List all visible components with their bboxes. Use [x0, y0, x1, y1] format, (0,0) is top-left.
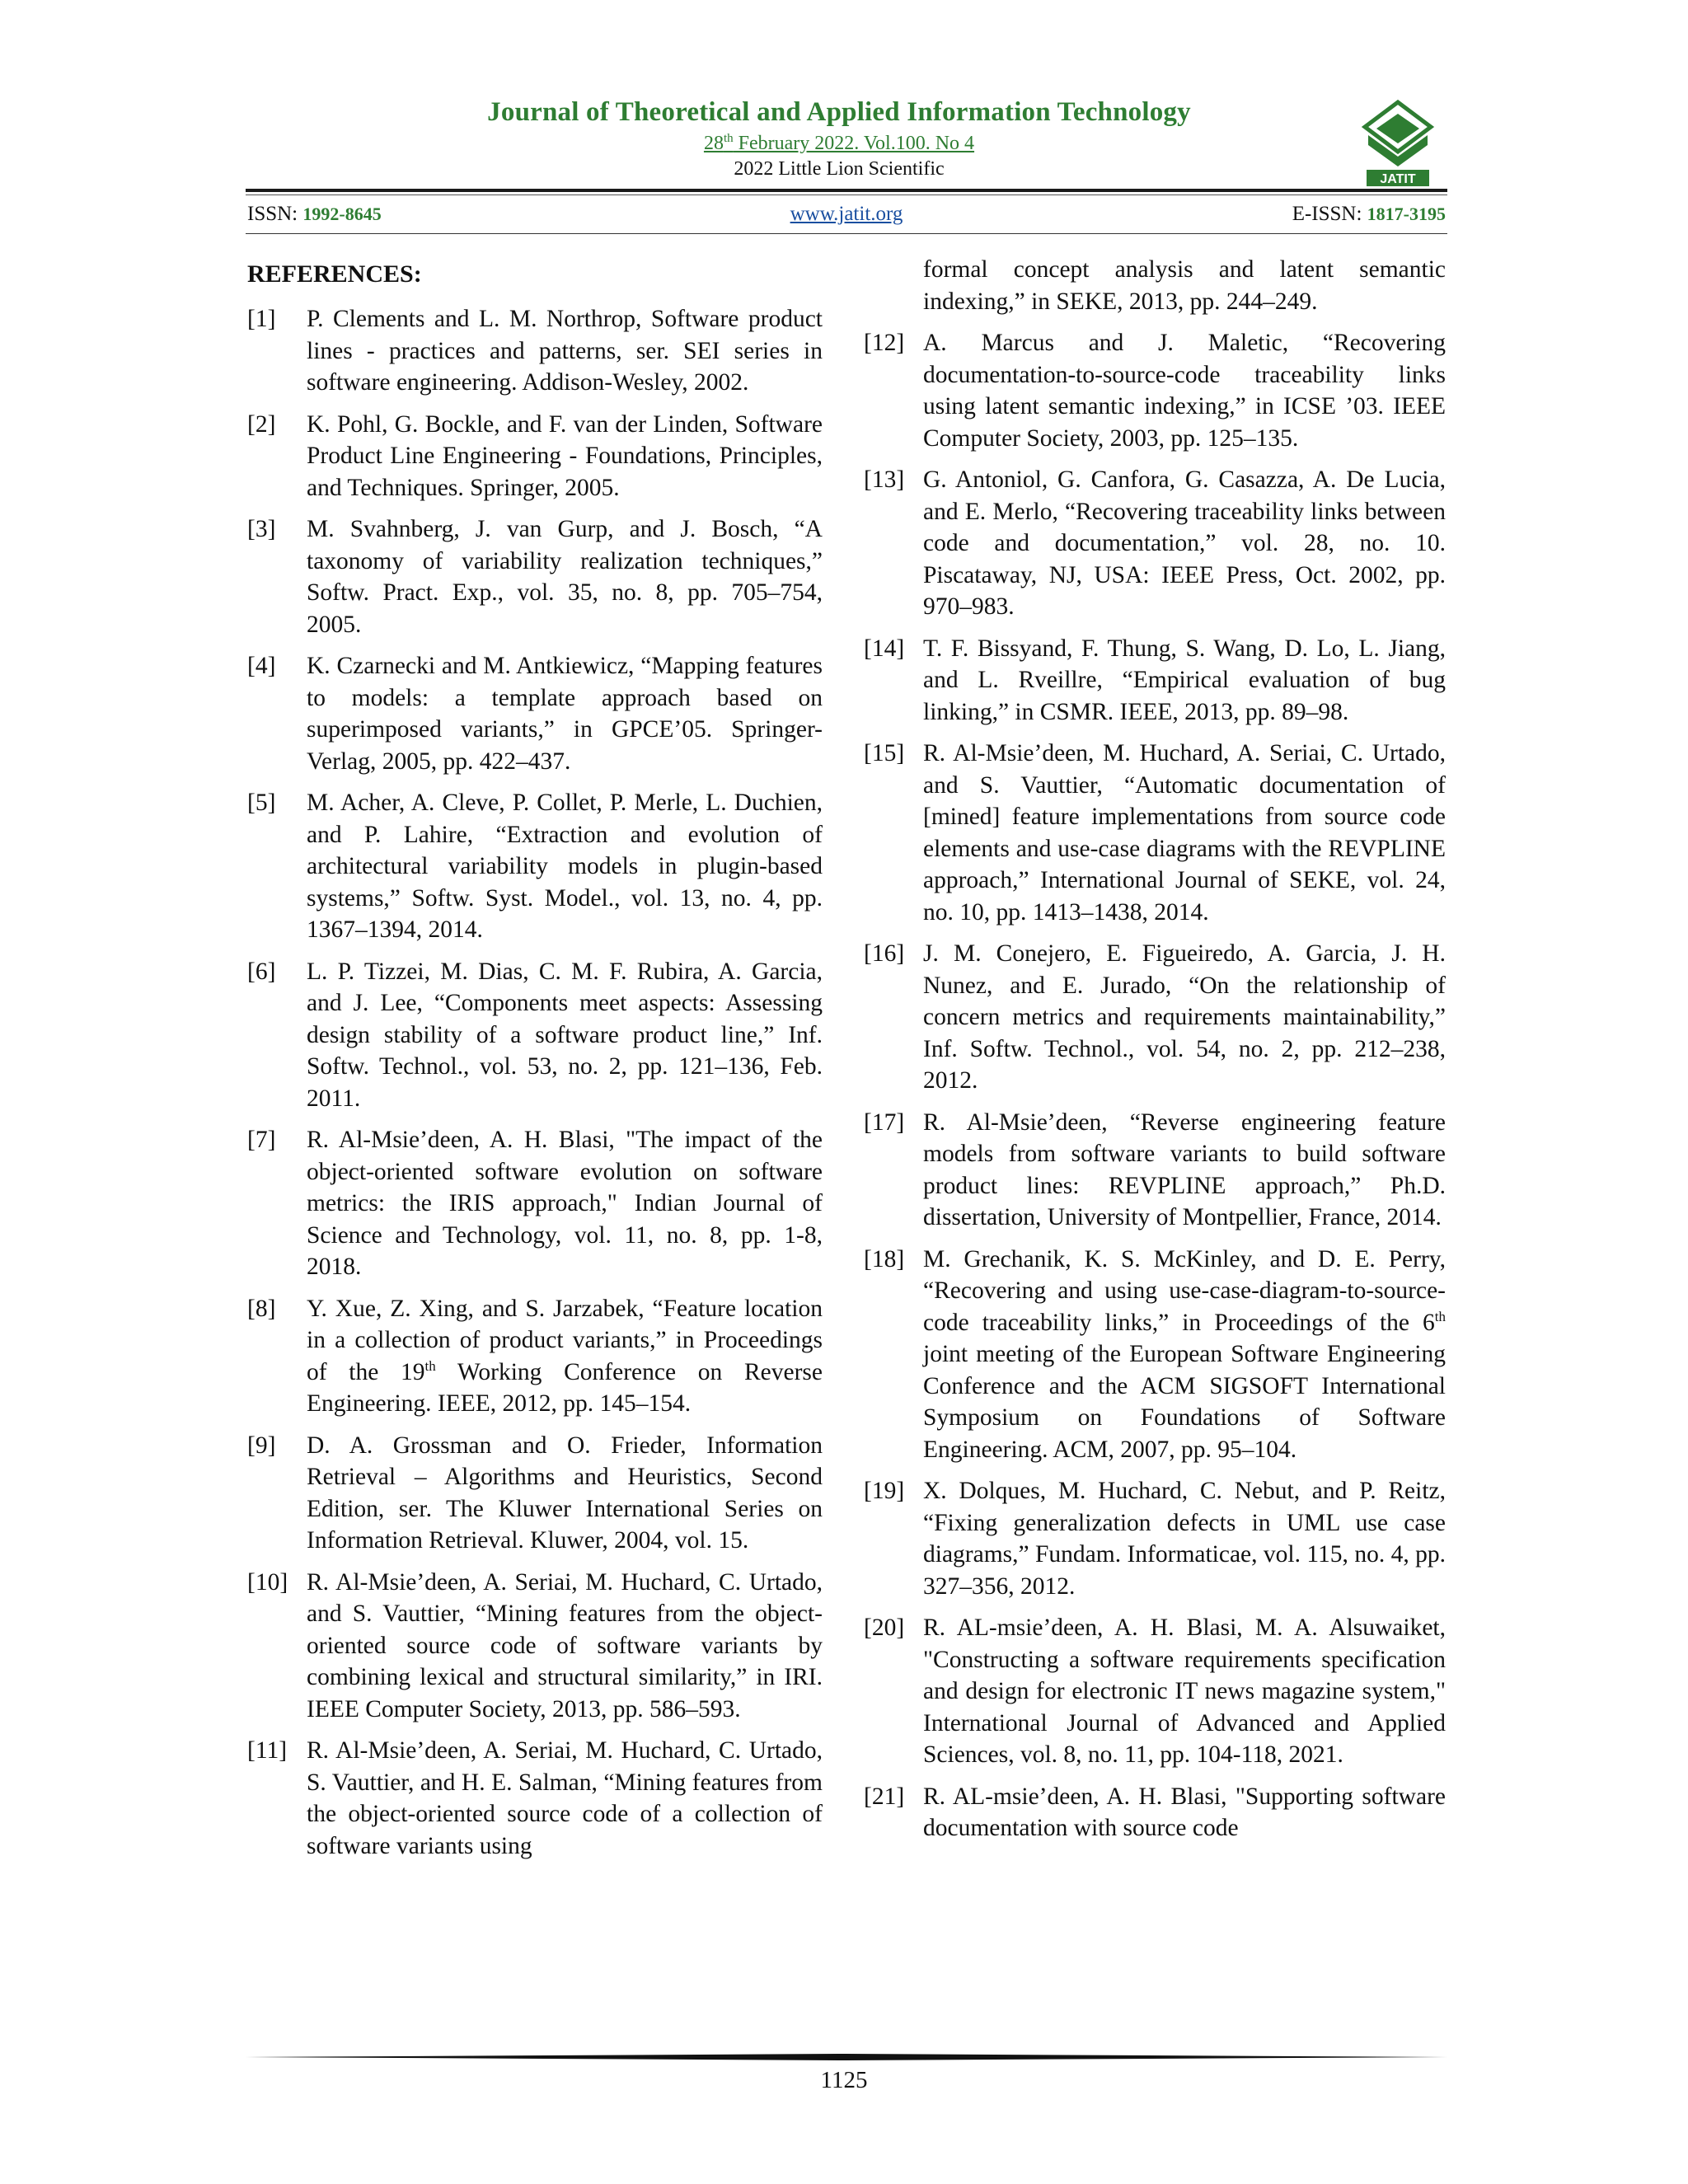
- reference-item: [247, 1293, 823, 1420]
- header-rule-thin: [246, 194, 1447, 195]
- issue-day: 28: [703, 133, 724, 154]
- reference-item: [864, 738, 1446, 928]
- reference-item: [247, 1567, 823, 1726]
- publisher-line: 2022 Little Lion Scientific: [734, 158, 945, 180]
- header-rule-thick: [246, 189, 1447, 192]
- reference-number: [4]: [247, 653, 276, 679]
- reference-item: [864, 1781, 1446, 1844]
- issue-date-rest: February 2022. Vol.100. No 4: [733, 133, 975, 154]
- reference-item: [864, 1244, 1446, 1466]
- reference-text: K. Pohl, G. Bockle, and F. van der Linden, Software Product Line Engineering - Foundations, Principles, and Techniques. Springer, 2005.: [307, 410, 823, 501]
- reference-text-part: M. Grechanik, K. S. McKinley, and D. E. Perry, “Recovering and using use-case-diagram-to-source-code traceability links,” in Proceedings of the 6: [923, 1245, 1446, 1336]
- reference-item: [247, 787, 823, 946]
- issue-day-suffix: th: [723, 132, 734, 145]
- reference-number: [13]: [864, 466, 905, 493]
- references-heading: REFERENCES:: [247, 260, 422, 288]
- reference-number: [3]: [247, 516, 276, 542]
- reference-text: R. Al-Msie’deen, “Reverse engineering feature models from software variants to build software product lines: REVPLINE approach,” Ph.D. dissertation, University of Montpellier, France, 2014.: [923, 1108, 1446, 1230]
- page-number: 1125: [820, 2067, 868, 2093]
- reference-item: [247, 409, 823, 504]
- reference-text: T. F. Bissyand, F. Thung, S. Wang, D. Lo, L. Jiang, and L. Rveillre, “Empirical evaluation of bug linking,” in CSMR. IEEE, 2013, pp. 89–98.: [923, 635, 1446, 725]
- references-left-column: [247, 254, 823, 1872]
- reference-item: [247, 956, 823, 1115]
- reference-number: [18]: [864, 1245, 905, 1272]
- reference-text: K. Czarnecki and M. Antkiewicz, “Mapping features to models: a template approach based on superimposed variants,” in GPCE’05. Springer-Verlag, 2005, pp. 422–437.: [307, 653, 823, 775]
- reference-number: [1]: [247, 306, 276, 332]
- reference-item: [864, 1612, 1446, 1771]
- journal-title: Journal of Theoretical and Applied Information Technology: [487, 97, 1191, 127]
- reference-text: D. A. Grossman and O. Frieder, Information Retrieval – Algorithms and Heuristics, Second Edition, ser. The Kluwer International Series on Information Retrieval. Kluwer, 2004, vol. 15.: [307, 1432, 823, 1554]
- reference-text: R. AL-msie’deen, A. H. Blasi, "Supporting software documentation with source code: [923, 1783, 1446, 1841]
- reference-number: [10]: [247, 1568, 288, 1596]
- reference-item: [247, 650, 823, 777]
- reference-number: [19]: [864, 1478, 905, 1504]
- reference-item: [864, 327, 1446, 454]
- reference-text-part: Working Conference on Reverse Engineering. IEEE, 2012, pp. 145–154.: [307, 1358, 823, 1417]
- reference-number: [11]: [247, 1737, 288, 1764]
- reference-item: [864, 1475, 1446, 1602]
- reference-text: [923, 1246, 1446, 1463]
- reference-number: [9]: [247, 1432, 276, 1459]
- reference-text: R. Al-Msie’deen, M. Huchard, A. Seriai, C. Urtado, and S. Vauttier, “Automatic documentation of [mined] feature implementations from source code elements and use-case diagrams with the REVPLINE approach,” International Journal of SEKE, vol. 24, no. 10, pp. 1413–1438, 2014.: [923, 740, 1446, 926]
- reference-number: [7]: [247, 1127, 276, 1153]
- reference-item: [247, 513, 823, 640]
- issn-label: ISSN:: [247, 203, 303, 225]
- reference-number: [6]: [247, 958, 276, 985]
- website-link[interactable]: www.jatit.org: [790, 203, 903, 225]
- reference-text: M. Acher, A. Cleve, P. Collet, P. Merle, L. Duchien, and P. Lahire, “Extraction and evolution of architectural variability models in plugin-based systems,” Softw. Syst. Model., vol. 13, no. 4, pp. 1367–1394, 2014.: [307, 790, 823, 943]
- reference-number: [8]: [247, 1295, 276, 1322]
- reference-text: J. M. Conejero, E. Figueiredo, A. Garcia, J. H. Nunez, and E. Jurado, “On the relationship of concern metrics and requirements maintainability,” Inf. Softw. Technol., vol. 54, no. 2, pp. 212–238, 2012.: [923, 940, 1446, 1094]
- reference-item: [864, 464, 1446, 623]
- logo-text: JATIT: [1380, 172, 1416, 186]
- reference-number: [12]: [864, 330, 905, 356]
- reference-item: [247, 1735, 823, 1862]
- reference-text: [307, 1296, 823, 1418]
- reference-number: [5]: [247, 790, 276, 816]
- reference-number: [16]: [864, 940, 905, 967]
- reference-item: [247, 1124, 823, 1283]
- reference-item: [247, 1430, 823, 1557]
- reference-text: A. Marcus and J. Maletic, “Recovering documentation-to-source-code traceability links using latent semantic indexing,” in ICSE ’03. IEEE Computer Society, 2003, pp. 125–135.: [923, 330, 1446, 452]
- reference-text: M. Svahnberg, J. van Gurp, and J. Bosch, “A taxonomy of variability realization techniques,” Softw. Pract. Exp., vol. 35, no. 8, pp. 705–754, 2005.: [307, 516, 823, 638]
- reference-text: P. Clements and L. M. Northrop, Software product lines - practices and patterns, ser. SEI series in software engineering. Addison-Wesley, 2002.: [307, 306, 823, 396]
- issue-date[interactable]: [247, 132, 1431, 155]
- reference-continuation: formal concept analysis and latent semantic indexing,” in SEKE, 2013, pp. 244–249.: [923, 256, 1446, 315]
- issn-row: [247, 203, 1446, 231]
- footer-rule: [246, 2054, 1447, 2060]
- reference-superscript: th: [1434, 1308, 1446, 1324]
- reference-superscript: th: [424, 1357, 436, 1374]
- eissn-label: E-ISSN:: [1292, 203, 1367, 225]
- reference-item: [864, 633, 1446, 729]
- reference-text: X. Dolques, M. Huchard, C. Nebut, and P. Reitz, “Fixing generalization defects in UML use case diagrams,” Fundam. Informaticae, vol. 115, no. 4, pp. 327–356, 2012.: [923, 1478, 1446, 1600]
- reference-number: [15]: [864, 740, 905, 766]
- reference-text: R. Al-Msie’deen, A. H. Blasi, "The impact of the object-oriented software evolution on software metrics: the IRIS approach," Indian Journal of Science and Technology, vol. 11, no. 8, pp. 1-8, 2018.: [307, 1127, 823, 1280]
- reference-text: R. AL-msie’deen, A. H. Blasi, M. A. Alsuwaiket, "Constructing a software requirements specification and design for electronic IT news magazine system," International Journal of Advanced and Applied Sciences, vol. 8, no. 11, pp. 104-118, 2021.: [923, 1615, 1446, 1768]
- reference-text: L. P. Tizzei, M. Dias, C. M. F. Rubira, A. Garcia, and J. Lee, “Components meet aspects: Assessing design stability of a software product line,” Inf. Softw. Technol., vol. 53, no. 2, pp. 121–136, Feb. 2011.: [307, 958, 823, 1112]
- reference-number: [21]: [864, 1783, 905, 1810]
- reference-text-part: joint meeting of the European Software Engineering Conference and the ACM SIGSOFT International Symposium on Foundations of Software Engineering. ACM, 2007, pp. 95–104.: [923, 1341, 1446, 1463]
- reference-item: [247, 303, 823, 399]
- reference-item: [864, 1107, 1446, 1234]
- reference-text: R. Al-Msie’deen, A. Seriai, M. Huchard, C. Urtado, S. Vauttier, and H. E. Salman, “Mining features from the object-oriented source code of a collection of software variants using: [307, 1737, 823, 1859]
- eissn: [1292, 203, 1446, 226]
- references-right-column: [864, 254, 1446, 1854]
- reference-item: [864, 938, 1446, 1097]
- eissn-value: 1817-3195: [1367, 204, 1446, 224]
- reference-number: [17]: [864, 1108, 905, 1136]
- reference-text-part: Y. Xue, Z. Xing, and S. Jarzabek, “Feature location in a collection of product variants,” in Proceedings of the 19: [307, 1295, 823, 1385]
- reference-number: [2]: [247, 410, 276, 438]
- reference-text: G. Antoniol, G. Canfora, G. Casazza, A. De Lucia, and E. Merlo, “Recovering traceability links between code and documentation,” vol. 28, no. 10. Piscataway, NJ, USA: IEEE Press, Oct. 2002, pp. 970–983.: [923, 466, 1446, 620]
- issn-rule: [246, 233, 1447, 234]
- jatit-logo-icon: [1360, 97, 1436, 188]
- reference-text: R. Al-Msie’deen, A. Seriai, M. Huchard, C. Urtado, and S. Vauttier, “Mining features from the object-oriented source code of software variants by combining lexical and structural similarity,” in IRI. IEEE Computer Society, 2013, pp. 586–593.: [307, 1568, 823, 1722]
- issn-value: 1992-8645: [302, 204, 382, 224]
- reference-number: [14]: [864, 635, 905, 662]
- reference-number: [20]: [864, 1615, 905, 1641]
